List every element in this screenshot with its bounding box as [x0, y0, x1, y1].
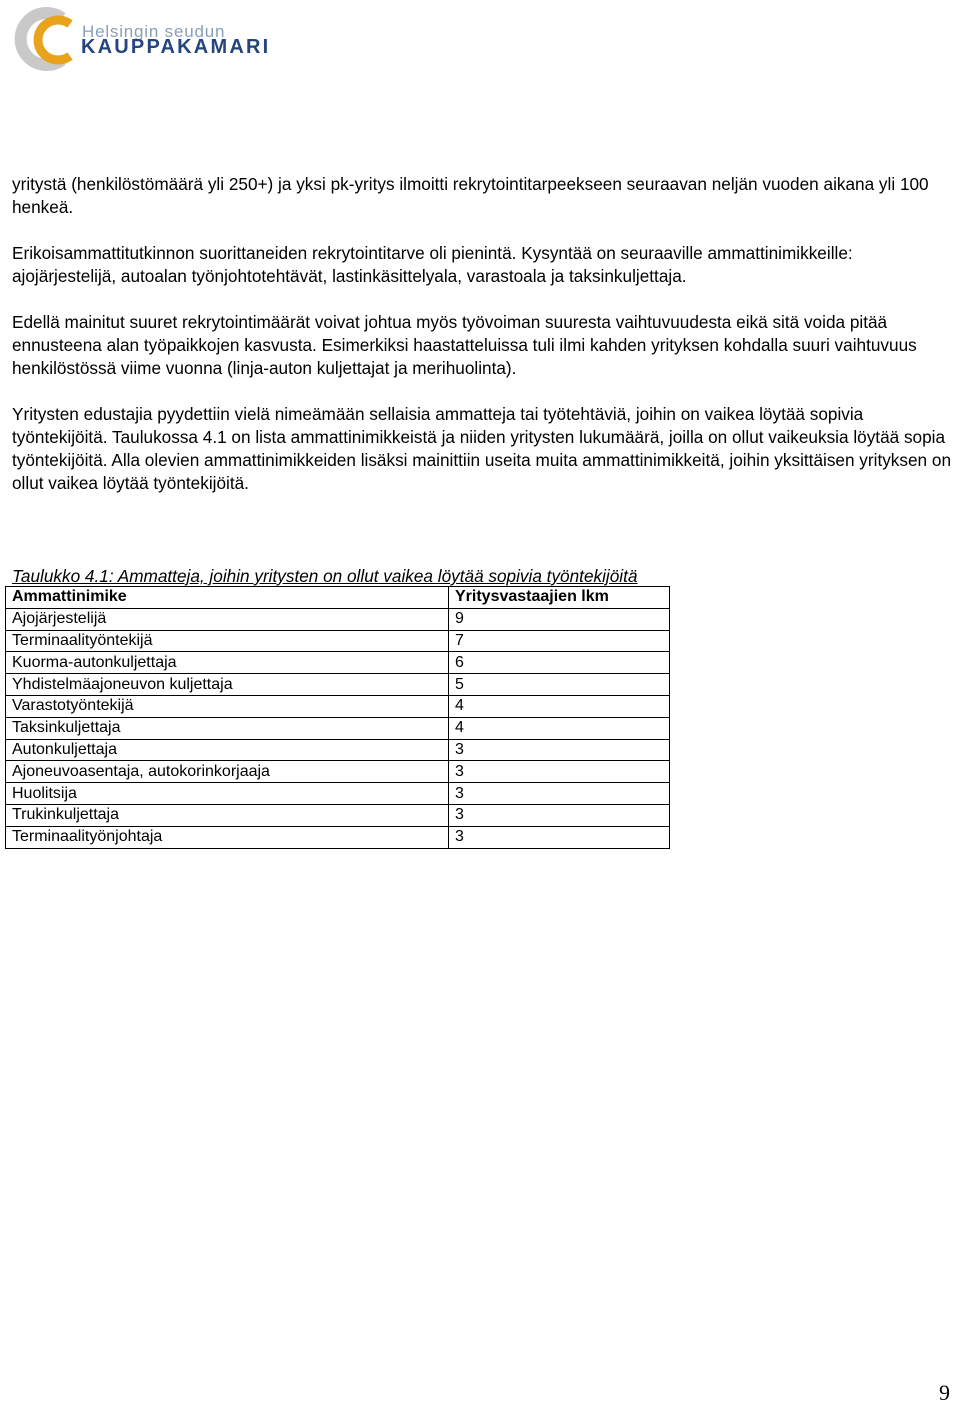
- count-cell: 3: [449, 783, 670, 805]
- logo-text-line1: Helsingin seudun: [82, 22, 226, 41]
- occupation-cell: Taksinkuljettaja: [6, 717, 449, 739]
- table-row: [6, 826, 670, 848]
- table-row: [6, 761, 670, 783]
- occupation-cell: Kuorma-autonkuljettaja: [6, 652, 449, 674]
- count-cell: 4: [449, 695, 670, 717]
- occupation-cell: Huolitsija: [6, 783, 449, 805]
- occupation-cell: Terminaalityönjohtaja: [6, 826, 449, 848]
- count-cell: 9: [449, 608, 670, 630]
- table-row: [6, 630, 670, 652]
- count-cell: 4: [449, 717, 670, 739]
- table-caption: Taulukko 4.1: Ammatteja, joihin yritysten on ollut vaikea löytää sopivia työntekijöitä: [12, 566, 638, 586]
- page-number: 9: [939, 1380, 950, 1405]
- occupation-cell: Trukinkuljettaja: [6, 804, 449, 826]
- table-row: [6, 674, 670, 696]
- occupation-cell: Autonkuljettaja: [6, 739, 449, 761]
- table-row: [6, 652, 670, 674]
- paragraph: yritystä (henkilöstömäärä yli 250+) ja yksi pk-yritys ilmoitti rekrytointitarpeekseen seuraavan neljän vuoden aikana yli 100 henkeä.: [12, 174, 929, 217]
- count-cell: 6: [449, 652, 670, 674]
- occupation-cell: Ajojärjestelijä: [6, 608, 449, 630]
- paragraph: Erikoisammattitutkinnon suorittaneiden rekrytointitarve oli pienintä. Kysyntää on seuraaville ammattinimikkeille: ajojärjestelijä, autoalan työnjohtotehtävät, lastinkäsittelyala, varastoala ja taksinkuljettaja.: [12, 243, 853, 286]
- occupation-table: [5, 586, 670, 849]
- occupation-cell: Varastotyöntekijä: [6, 695, 449, 717]
- table-row: [6, 739, 670, 761]
- table-row: [6, 695, 670, 717]
- column-header-count: Yritysvastaajien lkm: [449, 587, 670, 609]
- count-cell: 7: [449, 630, 670, 652]
- chamber-logo: [10, 2, 270, 80]
- document-body: [12, 173, 957, 518]
- logo-text-line2: KAUPPAKAMARI: [81, 36, 271, 58]
- occupation-cell: Terminaalityöntekijä: [6, 630, 449, 652]
- count-cell: 5: [449, 674, 670, 696]
- occupation-cell: Yhdistelmäajoneuvon kuljettaja: [6, 674, 449, 696]
- occupation-cell: Ajoneuvoasentaja, autokorinkorjaaja: [6, 761, 449, 783]
- table-row: [6, 717, 670, 739]
- table-row: [6, 783, 670, 805]
- table-row: [6, 608, 670, 630]
- table-header-row: [6, 587, 670, 609]
- count-cell: 3: [449, 761, 670, 783]
- logo-arc-icon: [10, 2, 80, 80]
- count-cell: 3: [449, 804, 670, 826]
- count-cell: 3: [449, 826, 670, 848]
- paragraph: Yritysten edustajia pyydettiin vielä nimeämään sellaisia ammatteja tai työtehtäviä, joihin on vaikea löytää sopivia työntekijöitä. Taulukossa 4.1 on lista ammattinimikkeistä ja niiden yritysten lukumäärä, joilla on ollut vaikeuksia löytää sopia työntekijöitä. Alla olevien ammattinimikkeiden lisäksi mainittiin useita muita ammattinimikkeitä, joihin yksittäisen yrityksen on ollut vaikea löytää työntekijöitä.: [12, 404, 952, 493]
- paragraph: Edellä mainitut suuret rekrytointimäärät voivat johtua myös työvoiman suuresta vaihtuvuudesta eikä sitä voida pitää ennusteena alan työpaikkojen kasvusta. Esimerkiksi haastatteluissa tuli ilmi kahden yrityksen kohdalla suuri vaihtuvuus henkilöstössä viime vuonna (linja-auton kuljettajat ja merihuolinta).: [12, 312, 917, 378]
- table-row: [6, 804, 670, 826]
- column-header-occupation: Ammattinimike: [6, 587, 449, 609]
- count-cell: 3: [449, 739, 670, 761]
